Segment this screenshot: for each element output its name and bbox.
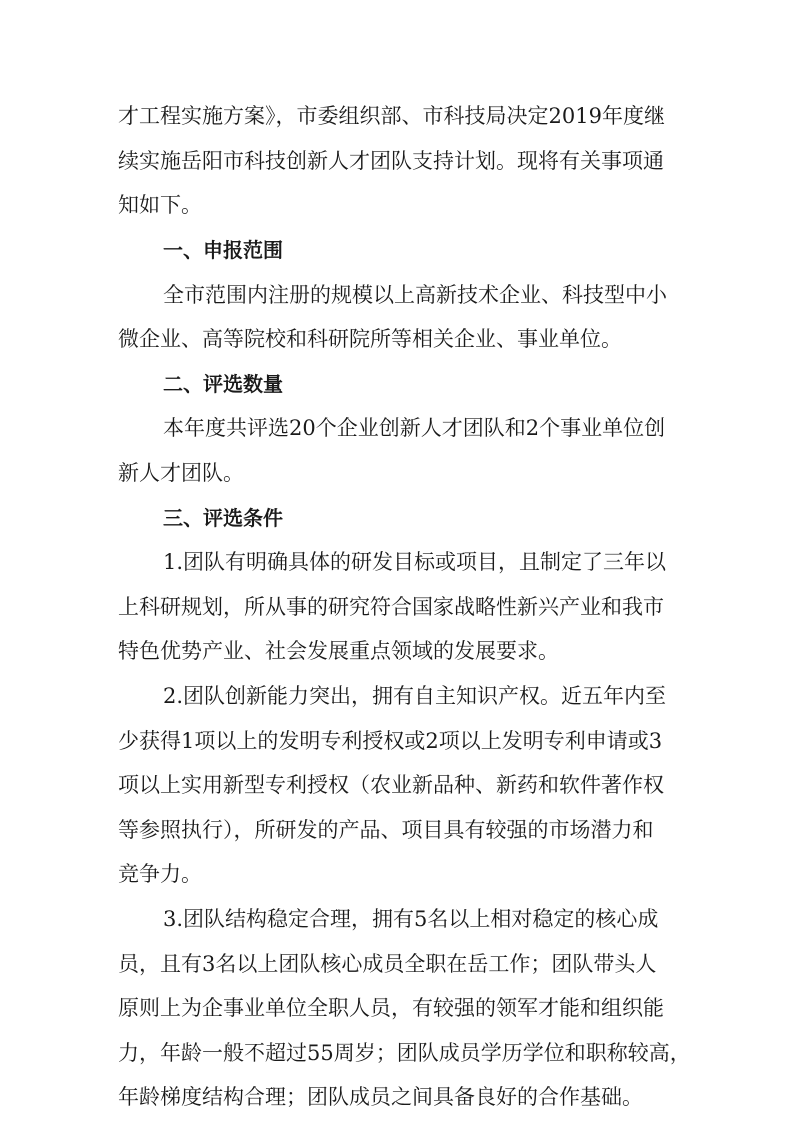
line-text: 本年度共评选20个企业创新人才团队和2个事业单位创 [163, 416, 666, 440]
heading-text: 一、申报范围 [163, 238, 283, 262]
line-text: 全市范围内注册的规模以上高新技术企业、科技型中小 [163, 283, 667, 307]
heading-text: 三、评选条件 [163, 506, 283, 530]
line-text: 知如下。 [118, 193, 202, 217]
line-text: 1.团队有明确具体的研发目标或项目，且制定了三年以 [163, 550, 667, 574]
line-text: 员，且有3名以上团队核心成员全职在岳工作；团队带头人 [118, 952, 657, 976]
line-text: 原则上为企事业单位全职人员，有较强的领军才能和组织能 [118, 996, 664, 1020]
paragraph-line [0, 142, 793, 180]
line-text: 项以上实用新型专利授权（农业新品种、新药和软件著作权 [118, 773, 664, 797]
heading-text: 二、评选数量 [163, 372, 283, 396]
paragraph-line [0, 1078, 793, 1116]
paragraph-line [0, 722, 793, 760]
line-text: 才工程实施方案》，市委组织部、市科技局决定2019年度继 [118, 104, 665, 128]
paragraph-line [0, 632, 793, 670]
section-heading-scope [0, 231, 793, 269]
line-text: 年龄梯度结构合理；团队成员之间具备良好的合作基础。 [118, 1085, 643, 1109]
paragraph-line [0, 766, 793, 804]
paragraph-line [0, 855, 793, 893]
section-heading-conditions [0, 499, 793, 537]
paragraph-line [0, 1034, 793, 1072]
line-text: 特色优势产业、社会发展重点领域的发展要求。 [118, 639, 559, 663]
paragraph-line [0, 900, 793, 938]
line-text: 2.团队创新能力突出，拥有自主知识产权。近五年内至 [163, 684, 667, 708]
line-text: 微企业、高等院校和科研院所等相关企业、事业单位。 [118, 327, 622, 351]
paragraph-line [0, 677, 793, 715]
paragraph-line [0, 97, 793, 135]
line-text: 等参照执行），所研发的产品、项目具有较强的市场潜力和 [118, 818, 654, 842]
line-text: 少获得1项以上的发明专利授权或2项以上发明专利申请或3 [118, 729, 663, 753]
paragraph-line [0, 989, 793, 1027]
paragraph-line [0, 543, 793, 581]
line-text: 上科研规划，所从事的研究符合国家战略性新兴产业和我市 [118, 595, 664, 619]
paragraph-line [0, 945, 793, 983]
line-text: 力，年龄一般不超过55周岁；团队成员学历学位和职称较高， [118, 1041, 691, 1065]
paragraph-line [0, 588, 793, 626]
paragraph-line [0, 320, 793, 358]
paragraph-line [0, 276, 793, 314]
section-heading-quantity [0, 365, 793, 403]
paragraph-line [0, 186, 793, 224]
line-text: 竞争力。 [118, 862, 202, 886]
paragraph-line [0, 409, 793, 447]
line-text: 新人才团队。 [118, 461, 244, 485]
line-text: 续实施岳阳市科技创新人才团队支持计划。现将有关事项通 [118, 149, 664, 173]
paragraph-line [0, 811, 793, 849]
line-text: 3.团队结构稳定合理，拥有5名以上相对稳定的核心成 [163, 907, 659, 931]
paragraph-line [0, 454, 793, 492]
